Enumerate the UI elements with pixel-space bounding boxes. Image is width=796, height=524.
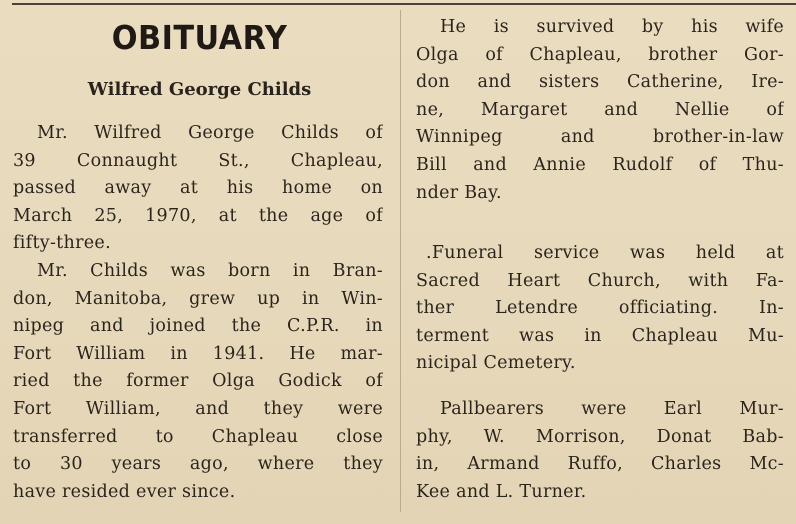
- paragraph-survivors: [416, 14, 784, 207]
- text-line: Fort William in 1941. He mar-: [13, 343, 383, 364]
- text-line: Sacred Heart Church, with Fa-: [416, 270, 784, 291]
- text-line: Mr. Childs was born in Bran-: [37, 261, 383, 281]
- text-line: nicipal Cemetery.: [416, 353, 576, 374]
- text-line: have resided ever since.: [13, 481, 236, 502]
- text-line: to 30 years ago, where they: [13, 454, 383, 475]
- text-line: ther Letendre officiating. In-: [416, 298, 784, 319]
- text-line: ried the former Olga Godick of: [13, 371, 383, 392]
- text-line: Mr. Wilfred George Childs of: [37, 123, 383, 143]
- paragraph-biography: [13, 258, 383, 506]
- text-line: Pallbearers were Earl Mur-: [440, 399, 784, 419]
- column-divider: [400, 10, 401, 512]
- deceased-name: Wilfred George Childs: [87, 79, 312, 100]
- paragraph-pallbearers: [416, 396, 784, 506]
- paragraph-death-notice: [13, 120, 383, 258]
- text-line: fifty-three.: [13, 233, 111, 254]
- text-line: ne, Margaret and Nellie of: [416, 99, 784, 120]
- text-line: phy, W. Morrison, Donat Bab-: [416, 426, 784, 447]
- left-column: [13, 0, 386, 524]
- text-line: nder Bay.: [416, 182, 502, 203]
- text-line: in, Armand Ruffo, Charles Mc-: [416, 454, 784, 475]
- text-line: passed away at his home on: [13, 178, 383, 199]
- text-line: March 25, 1970, at the age of: [13, 205, 383, 226]
- text-line: transferred to Chapleau close: [13, 426, 383, 447]
- text-line: .Funeral service was held at: [426, 243, 784, 263]
- obituary-heading: OBITUARY: [111, 18, 288, 57]
- paragraph-funeral-service: [416, 240, 784, 378]
- text-line: He is survived by his wife: [440, 17, 784, 37]
- text-line: nipeg and joined the C.P.R. in: [13, 316, 383, 337]
- text-line: 39 Connaught St., Chapleau,: [13, 150, 383, 171]
- text-line: terment was in Chapleau Mu-: [416, 325, 784, 346]
- text-line: Kee and L. Turner.: [416, 481, 587, 502]
- text-line: Winnipeg and brother-in-law: [416, 127, 784, 148]
- text-line: Bill and Annie Rudolf of Thu-: [416, 154, 784, 175]
- text-line: Fort William, and they were: [13, 398, 383, 419]
- right-column: [416, 0, 786, 524]
- text-line: Olga of Chapleau, brother Gor-: [416, 44, 784, 65]
- text-line: don, Manitoba, grew up in Win-: [13, 288, 383, 309]
- text-line: don and sisters Catherine, Ire-: [416, 72, 784, 93]
